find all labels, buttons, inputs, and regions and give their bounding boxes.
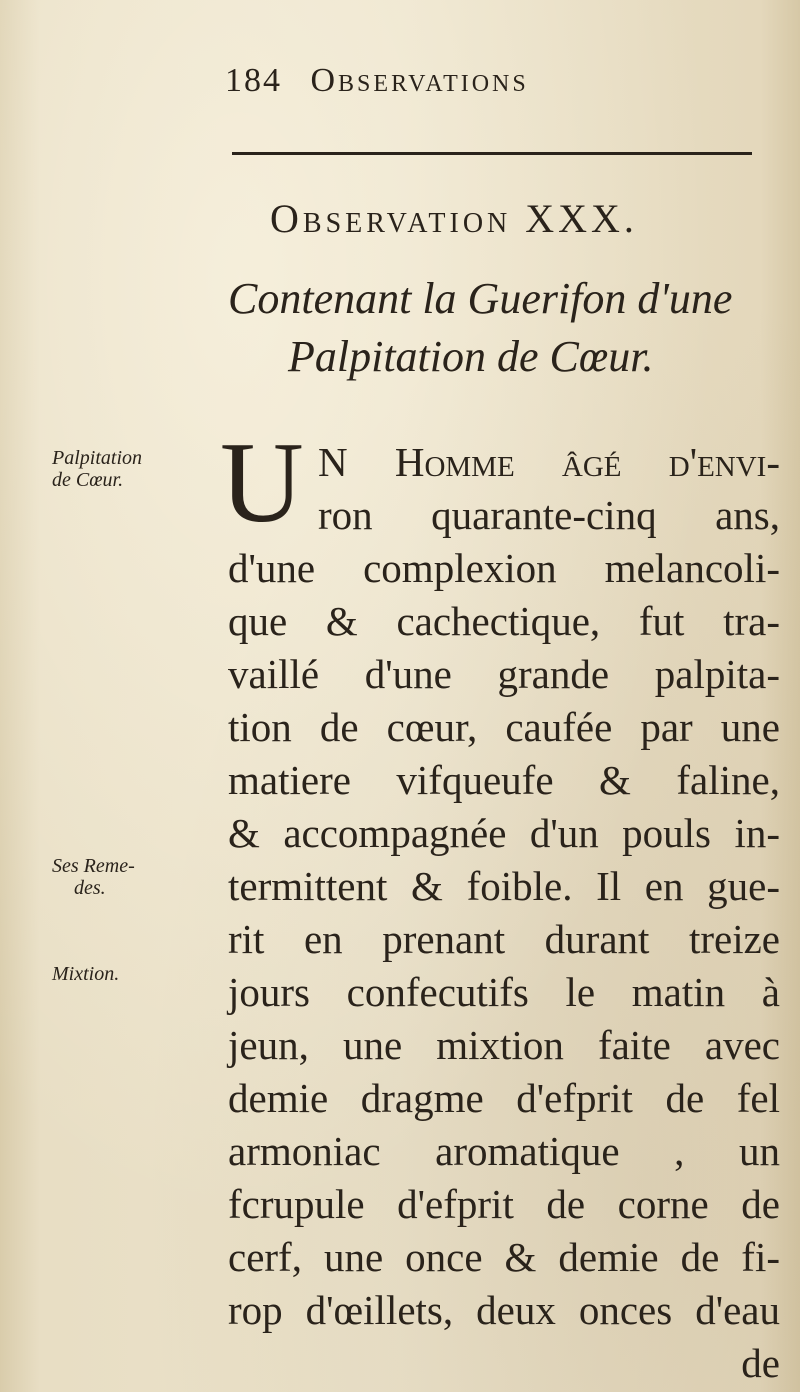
- margin-note-line: Mixtion.: [52, 963, 120, 985]
- body-line: armoniac aromatique , un: [228, 1128, 780, 1174]
- body-line: jours confecutifs le matin à: [228, 969, 780, 1015]
- body-line: ron quarante-cinq ans,: [318, 492, 780, 538]
- margin-note-mixtion: [52, 963, 222, 985]
- margin-note-remedes: [52, 855, 222, 899]
- subtitle-line-1: Contenant la Guerifon d'une: [228, 274, 733, 323]
- body-line: matiere vifqueufe & faline,: [228, 757, 780, 803]
- margin-note-line: de Cœur.: [52, 469, 124, 491]
- body-line: de: [741, 1340, 780, 1386]
- subtitle-line-2: Palpitation de Cœur.: [288, 332, 654, 381]
- drop-cap: U: [220, 419, 304, 547]
- observation-subtitle: [228, 270, 788, 386]
- margin-note-line: Palpitation: [52, 447, 142, 469]
- body-line: vaillé d'une grande palpita-: [228, 651, 780, 697]
- margin-note-palpitation: [52, 447, 222, 491]
- body-line: & accompagnée d'un pouls in-: [228, 810, 780, 856]
- running-header: [225, 62, 685, 100]
- observation-title: Observation XXX.: [270, 196, 638, 241]
- body-line: rit en prenant durant treize: [228, 916, 780, 962]
- header-rule: [232, 152, 752, 155]
- body-line: demie dragme d'efprit de fel: [228, 1075, 780, 1121]
- margin-note-line: des.: [74, 877, 106, 899]
- running-head: Observations: [310, 62, 529, 99]
- page-number: 184: [225, 62, 282, 99]
- body-line: jeun, une mixtion faite avec: [228, 1022, 780, 1068]
- margin-note-line: Ses Reme-: [52, 855, 135, 877]
- body-line: tion de cœur, caufée par une: [228, 704, 780, 750]
- body-line: que & cachectique, fut tra-: [228, 598, 780, 644]
- body-line: cerf, une once & demie de fi-: [228, 1234, 780, 1280]
- body-line: d'une complexion melancoli-: [228, 545, 780, 591]
- body-text: [228, 436, 780, 1390]
- body-line: rop d'œillets, deux onces d'eau: [228, 1287, 780, 1333]
- body-line: N Homme âgé d'envi-: [318, 439, 780, 485]
- body-line: termittent & foible. Il en gue-: [228, 863, 780, 909]
- body-line: fcrupule d'efprit de corne de: [228, 1181, 780, 1227]
